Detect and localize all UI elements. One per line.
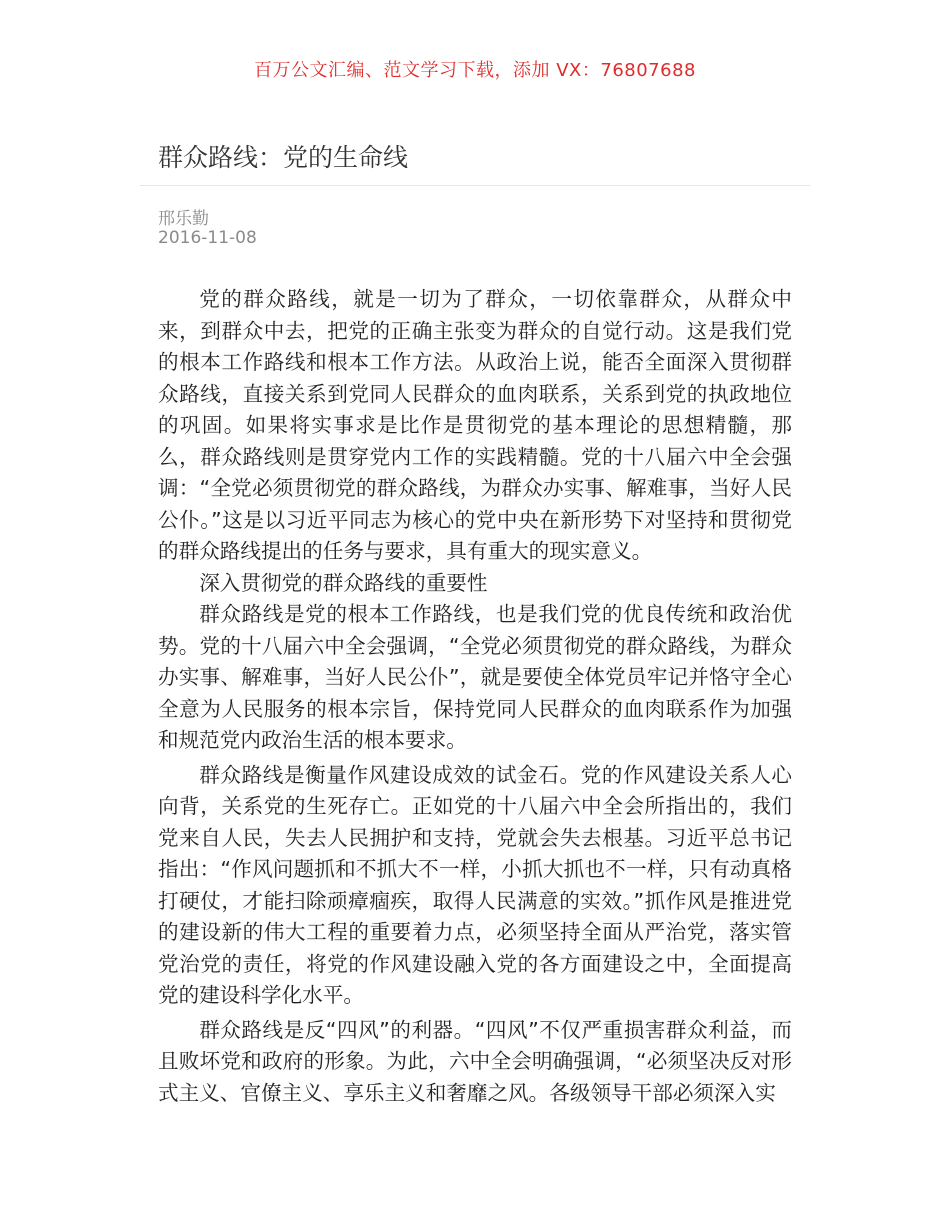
section-heading: 深入贯彻党的群众路线的重要性 [199,570,488,595]
paragraph-tradition: 群众路线是党的根本工作路线，也是我们党的优良传统和政治优势。党的十八届六中全会强调，“全党必须贯彻党的群众路线，为群众办实事、解难事，当好人民公仆”，就是要使全体党员牢记并恪守全心全意为人民服务的根本宗旨，保持党同人民群众的血肉联系作为加强和规范党内政治生活的根本要求。 [158,602,792,752]
title-divider [140,185,810,186]
article-body [158,284,792,1109]
article-title: 群众路线：党的生命线 [158,143,409,172]
article-date: 2016-11-08 [158,228,257,248]
article-author: 邢乐勤 [158,209,209,229]
watermark-banner: 百万公文汇编、范文学习下载，添加 VX：76807688 [254,60,696,81]
paragraph-work-style: 群众路线是衡量作风建设成效的试金石。党的作风建设关系人心向背，关系党的生死存亡。正如党的十八届六中全会所指出的，我们党来自人民，失去人民拥护和支持，党就会失去根基。习近平总书记指出：“作风问题抓和不抓大不一样，小抓大抓也不一样，只有动真格打硬仗，才能扫除顽瘴痼疾，取得人民满意的实效。”抓作风是推进党的建设新的伟大工程的重要着力点，必须坚持全面从严治党，落实管党治党的责任，将党的作风建设融入党的各方面建设之中，全面提高党的建设科学化水平。 [158,762,792,1007]
paragraph-intro: 党的群众路线，就是一切为了群众，一切依靠群众，从群众中来，到群众中去，把党的正确主张变为群众的自觉行动。这是我们党的根本工作路线和根本工作方法。从政治上说，能否全面深入贯彻群众路线，直接关系到党同人民群众的血肉联系，关系到党的执政地位的巩固。如果将实事求是比作是贯彻党的基本理论的思想精髓，那么，群众路线则是贯穿党内工作的实践精髓。党的十八届六中全会强调：“全党必须贯彻党的群众路线，为群众办实事、解难事，当好人民公仆。”这是以习近平同志为核心的党中央在新形势下对坚持和贯彻党的群众路线提出的任务与要求，具有重大的现实意义。 [158,287,792,563]
paragraph-four-winds: 群众路线是反“四风”的利器。“四风”不仅严重损害群众利益，而且败坏党和政府的形象。为此，六中全会明确强调，“必须坚决反对形式主义、官僚主义、享乐主义和奢靡之风。各级领导干部必须深入实 [158,1017,792,1105]
